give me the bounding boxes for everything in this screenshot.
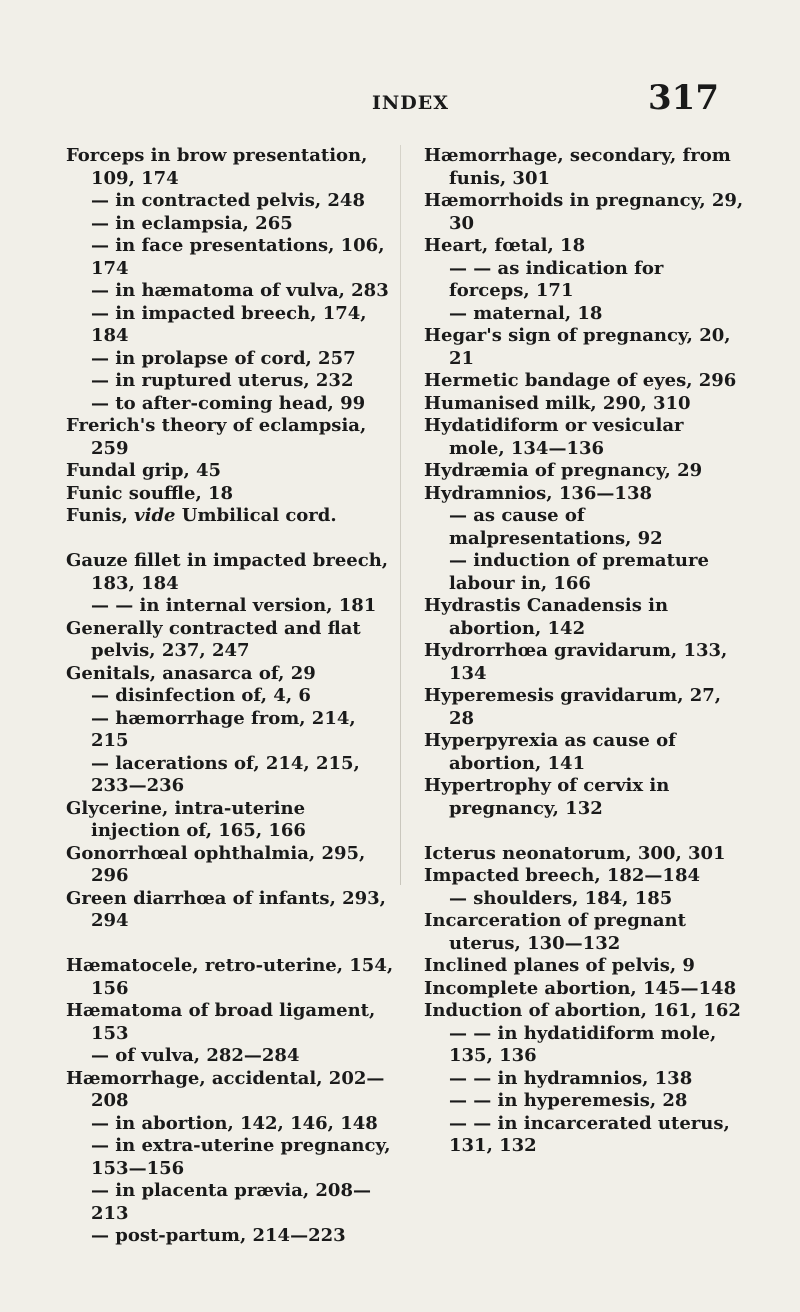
index-entry: Hæmorrhage, secondary, from funis, 301 xyxy=(424,145,731,189)
index-entry: Funic souffle, 18 xyxy=(66,482,234,504)
index-entry: — in extra-uterine pregnancy, 153—156 xyxy=(91,1135,391,1179)
index-entry: Hæmatocele, retro-uterine, 154, 156 xyxy=(66,955,394,999)
index-entry: Incomplete abortion, 145—148 xyxy=(424,977,737,999)
index-entry: — hæmorrhage from, 214, 215 xyxy=(91,707,356,751)
index-entry: — in ruptured uterus, 232 xyxy=(91,370,354,391)
left-index-column xyxy=(66,145,396,1248)
index-entry: Heart, fœtal, 18 xyxy=(424,235,586,256)
index-entry: — — as indication for forceps, 171 xyxy=(449,257,664,301)
index-entry: Glycerine, intra-uterine injection of, 165, 166 xyxy=(66,797,306,841)
index-entry: Generally contracted and flat pelvis, 237, 247 xyxy=(66,617,361,661)
index-entry: Hyperpyrexia as cause of abortion, 141 xyxy=(424,730,676,774)
index-entry: — — in incarcerated uterus, 131, 132 xyxy=(449,1112,730,1156)
index-entry: — — in hydramnios, 138 xyxy=(449,1067,693,1089)
index-entry: — in placenta prævia, 208—213 xyxy=(91,1180,371,1224)
index-entry: Induction of abortion, 161, 162 xyxy=(424,1000,741,1021)
index-entry: Gauze fillet in impacted breech, 183, 184 xyxy=(66,550,389,594)
index-entry: — as cause of malpresentations, 92 xyxy=(449,505,663,549)
index-entry: — in hæmatoma of vulva, 283 xyxy=(91,280,389,301)
index-entry: — lacerations of, 214, 215, 233—236 xyxy=(91,752,360,796)
index-entry: Inclined planes of pelvis, 9 xyxy=(424,955,695,976)
index-entry: — of vulva, 282—284 xyxy=(91,1045,300,1066)
index-entry: Humanised milk, 290, 310 xyxy=(424,392,691,414)
index-entry: — in prolapse of cord, 257 xyxy=(91,347,356,369)
index-entry: — — in hyperemesis, 28 xyxy=(449,1090,688,1111)
index-entry: Hydrastis Canadensis in abortion, 142 xyxy=(424,595,669,639)
column-divider xyxy=(400,145,401,885)
index-entry: Hydramnios, 136—138 xyxy=(424,482,652,504)
running-head-title: INDEX xyxy=(372,92,449,114)
index-entry: Genitals, anasarca of, 29 xyxy=(66,662,316,684)
index-entry: Icterus neonatorum, 300, 301 xyxy=(424,842,726,864)
index-entry: Hyperemesis gravidarum, 27, 28 xyxy=(424,685,722,729)
index-entry: — in face presentations, 106, 174 xyxy=(91,235,385,279)
index-entry: Hermetic bandage of eyes, 296 xyxy=(424,370,737,391)
index-entry: — post-partum, 214—223 xyxy=(91,1225,346,1246)
right-index-column xyxy=(424,145,744,1158)
index-entry: Impacted breech, 182—184 xyxy=(424,865,700,886)
index-entry: Frerich's theory of eclampsia, 259 xyxy=(66,415,367,459)
index-entry: — in eclampsia, 265 xyxy=(91,212,293,234)
section-gap xyxy=(66,933,396,956)
index-entry: — in abortion, 142, 146, 148 xyxy=(91,1112,378,1134)
index-entry: — induction of premature labour in, 166 xyxy=(449,550,709,594)
index-entry: — — in internal version, 181 xyxy=(91,595,377,616)
page-header xyxy=(0,78,800,126)
index-entry: Fundal grip, 45 xyxy=(66,460,222,481)
index-entry: — to after-coming head, 99 xyxy=(91,392,366,414)
index-entry: Hydatidiform or vesicular mole, 134—136 xyxy=(424,415,684,459)
index-entry: Hypertrophy of cervix in pregnancy, 132 xyxy=(424,775,670,819)
index-entry: Funis, vide Umbilical cord. xyxy=(66,505,337,526)
index-entry: Forceps in brow presentation, 109, 174 xyxy=(66,145,368,189)
index-entry: Hæmorrhoids in pregnancy, 29, 30 xyxy=(424,190,744,234)
index-entry: Incarceration of pregnant uterus, 130—132 xyxy=(424,910,686,954)
section-gap xyxy=(66,528,396,551)
index-entry: Hæmorrhage, accidental, 202—208 xyxy=(66,1067,385,1111)
index-entry: — disinfection of, 4, 6 xyxy=(91,685,311,706)
index-entry: Green diarrhœa of infants, 293, 294 xyxy=(66,887,386,931)
index-entry: — shoulders, 184, 185 xyxy=(449,887,673,909)
index-entry: — — in hydatidiform mole, 135, 136 xyxy=(449,1022,717,1066)
index-entry: Hæmatoma of broad ligament, 153 xyxy=(66,1000,376,1044)
index-entry: — in impacted breech, 174, 184 xyxy=(91,302,367,346)
index-entry: Hydræmia of pregnancy, 29 xyxy=(424,460,703,481)
index-entry: Gonorrhœal ophthalmia, 295, 296 xyxy=(66,842,366,886)
index-entry: Hegar's sign of pregnancy, 20, 21 xyxy=(424,325,731,369)
index-entry: Hydrorrhœa gravidarum, 133, 134 xyxy=(424,640,728,684)
index-entry: — maternal, 18 xyxy=(449,302,603,324)
page-number: 317 xyxy=(648,78,719,118)
index-entry: — in contracted pelvis, 248 xyxy=(91,190,365,211)
section-gap xyxy=(424,820,744,843)
